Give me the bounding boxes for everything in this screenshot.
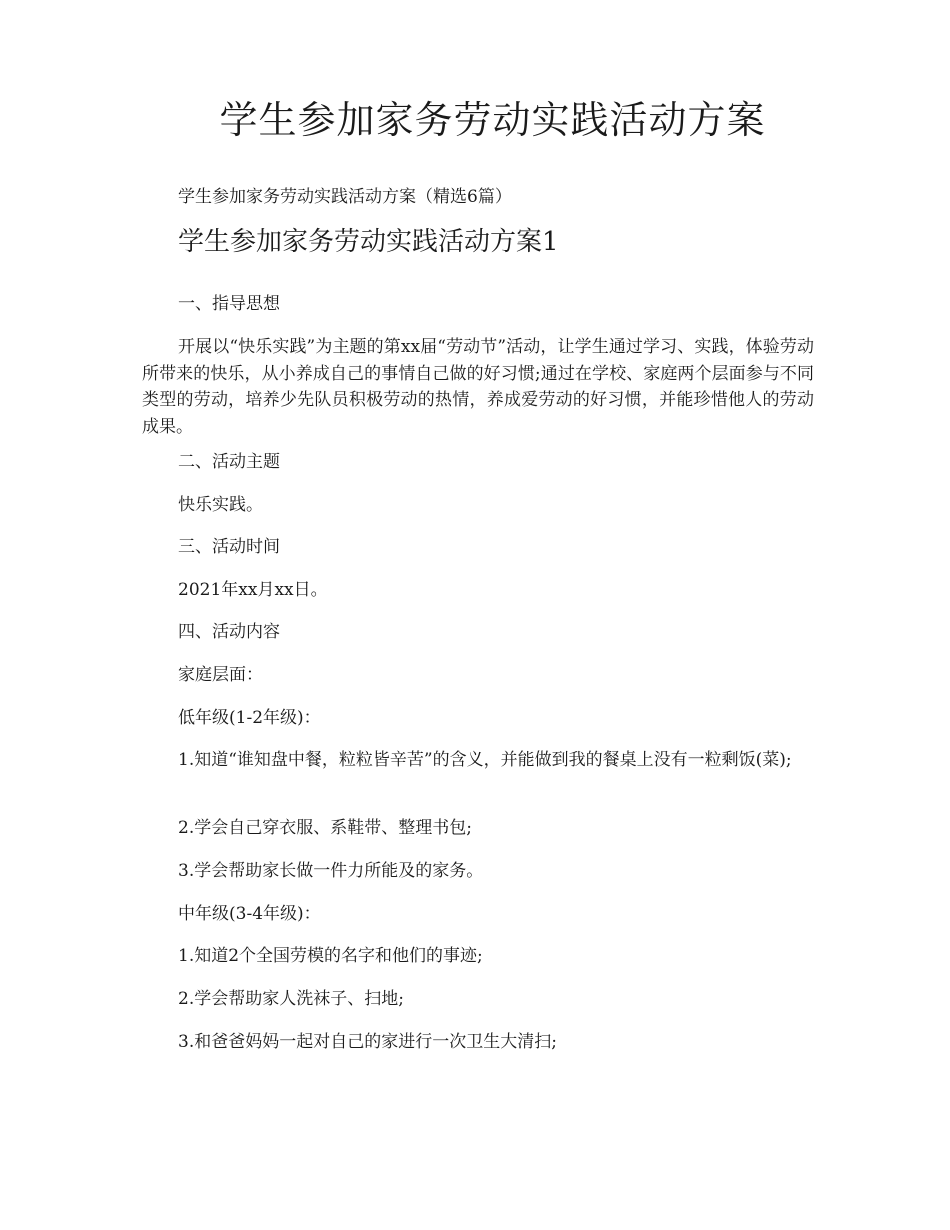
list-item-lower-1: 1.知道“谁知盘中餐，粒粒皆辛苦”的含义，并能做到我的餐桌上没有一粒剩饭(菜); <box>178 750 792 770</box>
paragraph-guiding-thought: 开展以“快乐实践”为主题的第xx届“劳动节”活动，让学生通过学习、实践，体验劳动所带来的快乐，从小养成自己的事情自己做的好习惯;通过在学校、家庭两个层面参与不同类型的劳动，培养少先队员积极劳动的热情，养成爱劳动的好习惯，并能珍惜他人的劳动成果。 <box>142 337 814 437</box>
paragraph-activity-time: 2021年xx月xx日。 <box>178 580 328 600</box>
heading-activity-theme: 二、活动主题 <box>178 452 280 472</box>
list-item-middle-3: 3.和爸爸妈妈一起对自己的家进行一次卫生大清扫; <box>178 1032 557 1052</box>
paragraph-activity-theme: 快乐实践。 <box>178 495 263 515</box>
document-title: 学生参加家务劳动实践活动方案 <box>219 98 766 142</box>
list-item-lower-2: 2.学会自己穿衣服、系鞋带、整理书包; <box>178 818 472 838</box>
heading-guiding-thought: 一、指导思想 <box>178 294 280 314</box>
section-heading: 学生参加家务劳动实践活动方案1 <box>178 227 559 257</box>
list-item-middle-2: 2.学会帮助家人洗袜子、扫地; <box>178 989 404 1009</box>
heading-activity-content: 四、活动内容 <box>178 622 280 642</box>
list-item-middle-1: 1.知道2个全国劳模的名字和他们的事迹; <box>178 946 483 966</box>
label-lower-grade: 低年级(1-2年级)： <box>178 708 321 728</box>
document-subtitle: 学生参加家务劳动实践活动方案（精选6篇） <box>178 187 512 207</box>
list-item-lower-3: 3.学会帮助家长做一件力所能及的家务。 <box>178 861 484 881</box>
heading-activity-time: 三、活动时间 <box>178 537 280 557</box>
label-family-level: 家庭层面： <box>178 665 263 685</box>
label-middle-grade: 中年级(3-4年级)： <box>178 904 321 924</box>
